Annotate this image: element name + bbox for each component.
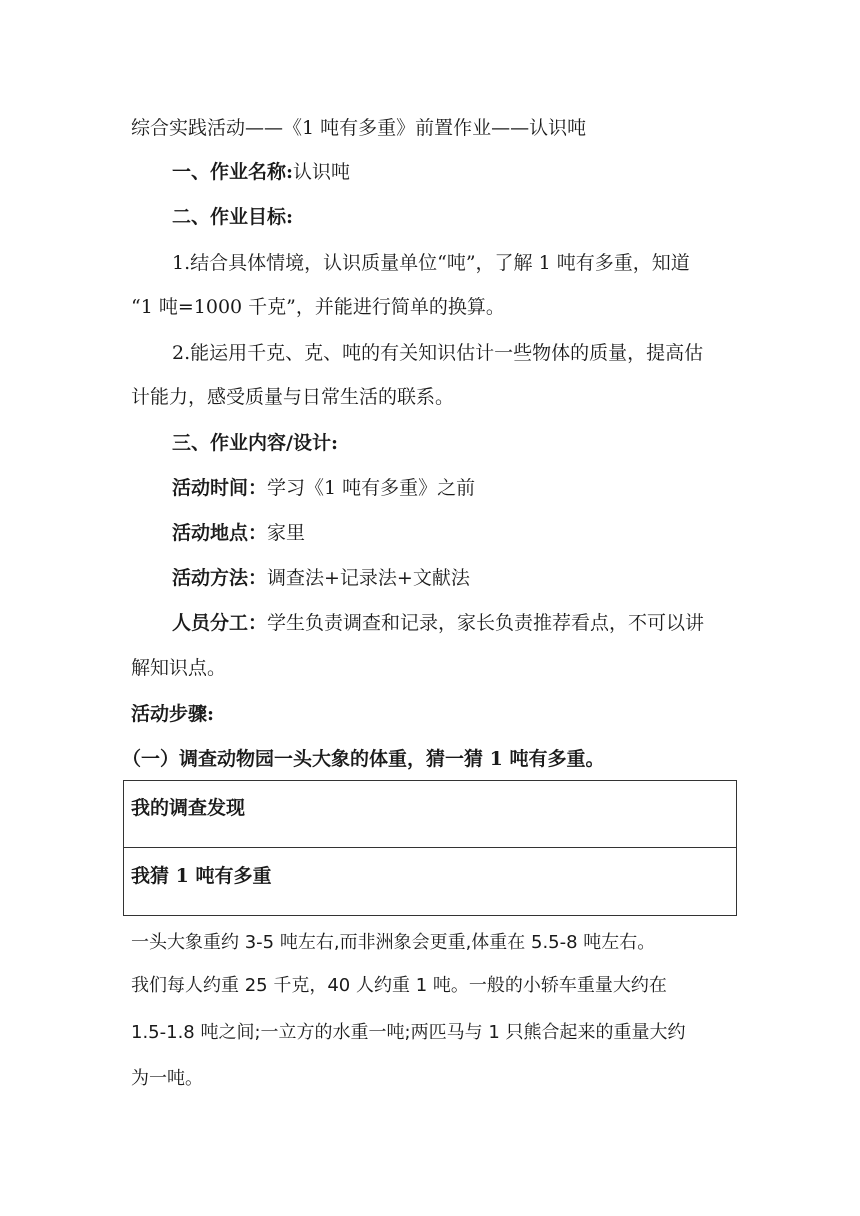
staff-division-label: 人员分工： [172,612,268,634]
activity-method-value: 调查法+记录法+文献法 [267,567,470,589]
activity-place [172,520,305,546]
activity-method [172,565,470,591]
document-title: 综合实践活动——《1 吨有多重》前置作业——认识吨 [131,117,587,139]
goal-2-line-1: 2.能运用千克、克、吨的有关知识估计一些物体的质量，提高估 [172,342,704,364]
activity-time-value: 学习《1 吨有多重》之前 [267,477,476,499]
answer-line-3: 1.5-1.8 吨之间;一立方的水重一吨;两匹马与 1 只熊合起来的重量大约 [131,1022,686,1043]
goal-1-line-2: “1 吨=1000 千克”，并能进行简单的换算。 [131,296,505,318]
staff-division-line-2: 解知识点。 [131,657,227,679]
section-2-heading: 二、作业目标: [172,206,294,228]
table-row [124,849,736,916]
section-1-heading: 一、作业名称: [172,161,294,183]
activity-time-label: 活动时间： [172,477,268,499]
steps-heading: 活动步骤: [131,703,215,725]
step-1-heading: （一）调查动物园一头大象的体重，猜一猜 1 吨有多重。 [122,748,605,770]
activity-place-value: 家里 [267,522,306,544]
table-cell-guess: 我猜 1 吨有多重 [131,865,272,887]
activity-place-label: 活动地点： [172,522,268,544]
answer-line-4: 为一吨。 [131,1068,203,1089]
section-1 [172,159,350,185]
goal-1-line-1: 1.结合具体情境，认识质量单位“吨”，了解 1 吨有多重，知道 [172,252,690,274]
table-row [124,781,736,848]
survey-table [123,780,737,916]
goal-2-line-2: 计能力，感受质量与日常生活的联系。 [131,386,455,408]
answer-line-1: 一头大象重约 3-5 吨左右,而非洲象会更重,体重在 5.5-8 吨左右。 [131,932,656,953]
section-3-heading: 三、作业内容/设计: [172,432,338,454]
staff-division [172,610,704,636]
section-1-value: 认识吨 [293,161,351,183]
staff-division-value: 学生负责调查和记录，家长负责推荐看点，不可以讲 [267,612,705,634]
activity-time [172,475,475,501]
table-cell-findings: 我的调查发现 [131,797,246,819]
answer-line-2: 我们每人约重 25 千克，40 人约重 1 吨。一般的小轿车重量大约在 [131,975,667,996]
activity-method-label: 活动方法： [172,567,268,589]
